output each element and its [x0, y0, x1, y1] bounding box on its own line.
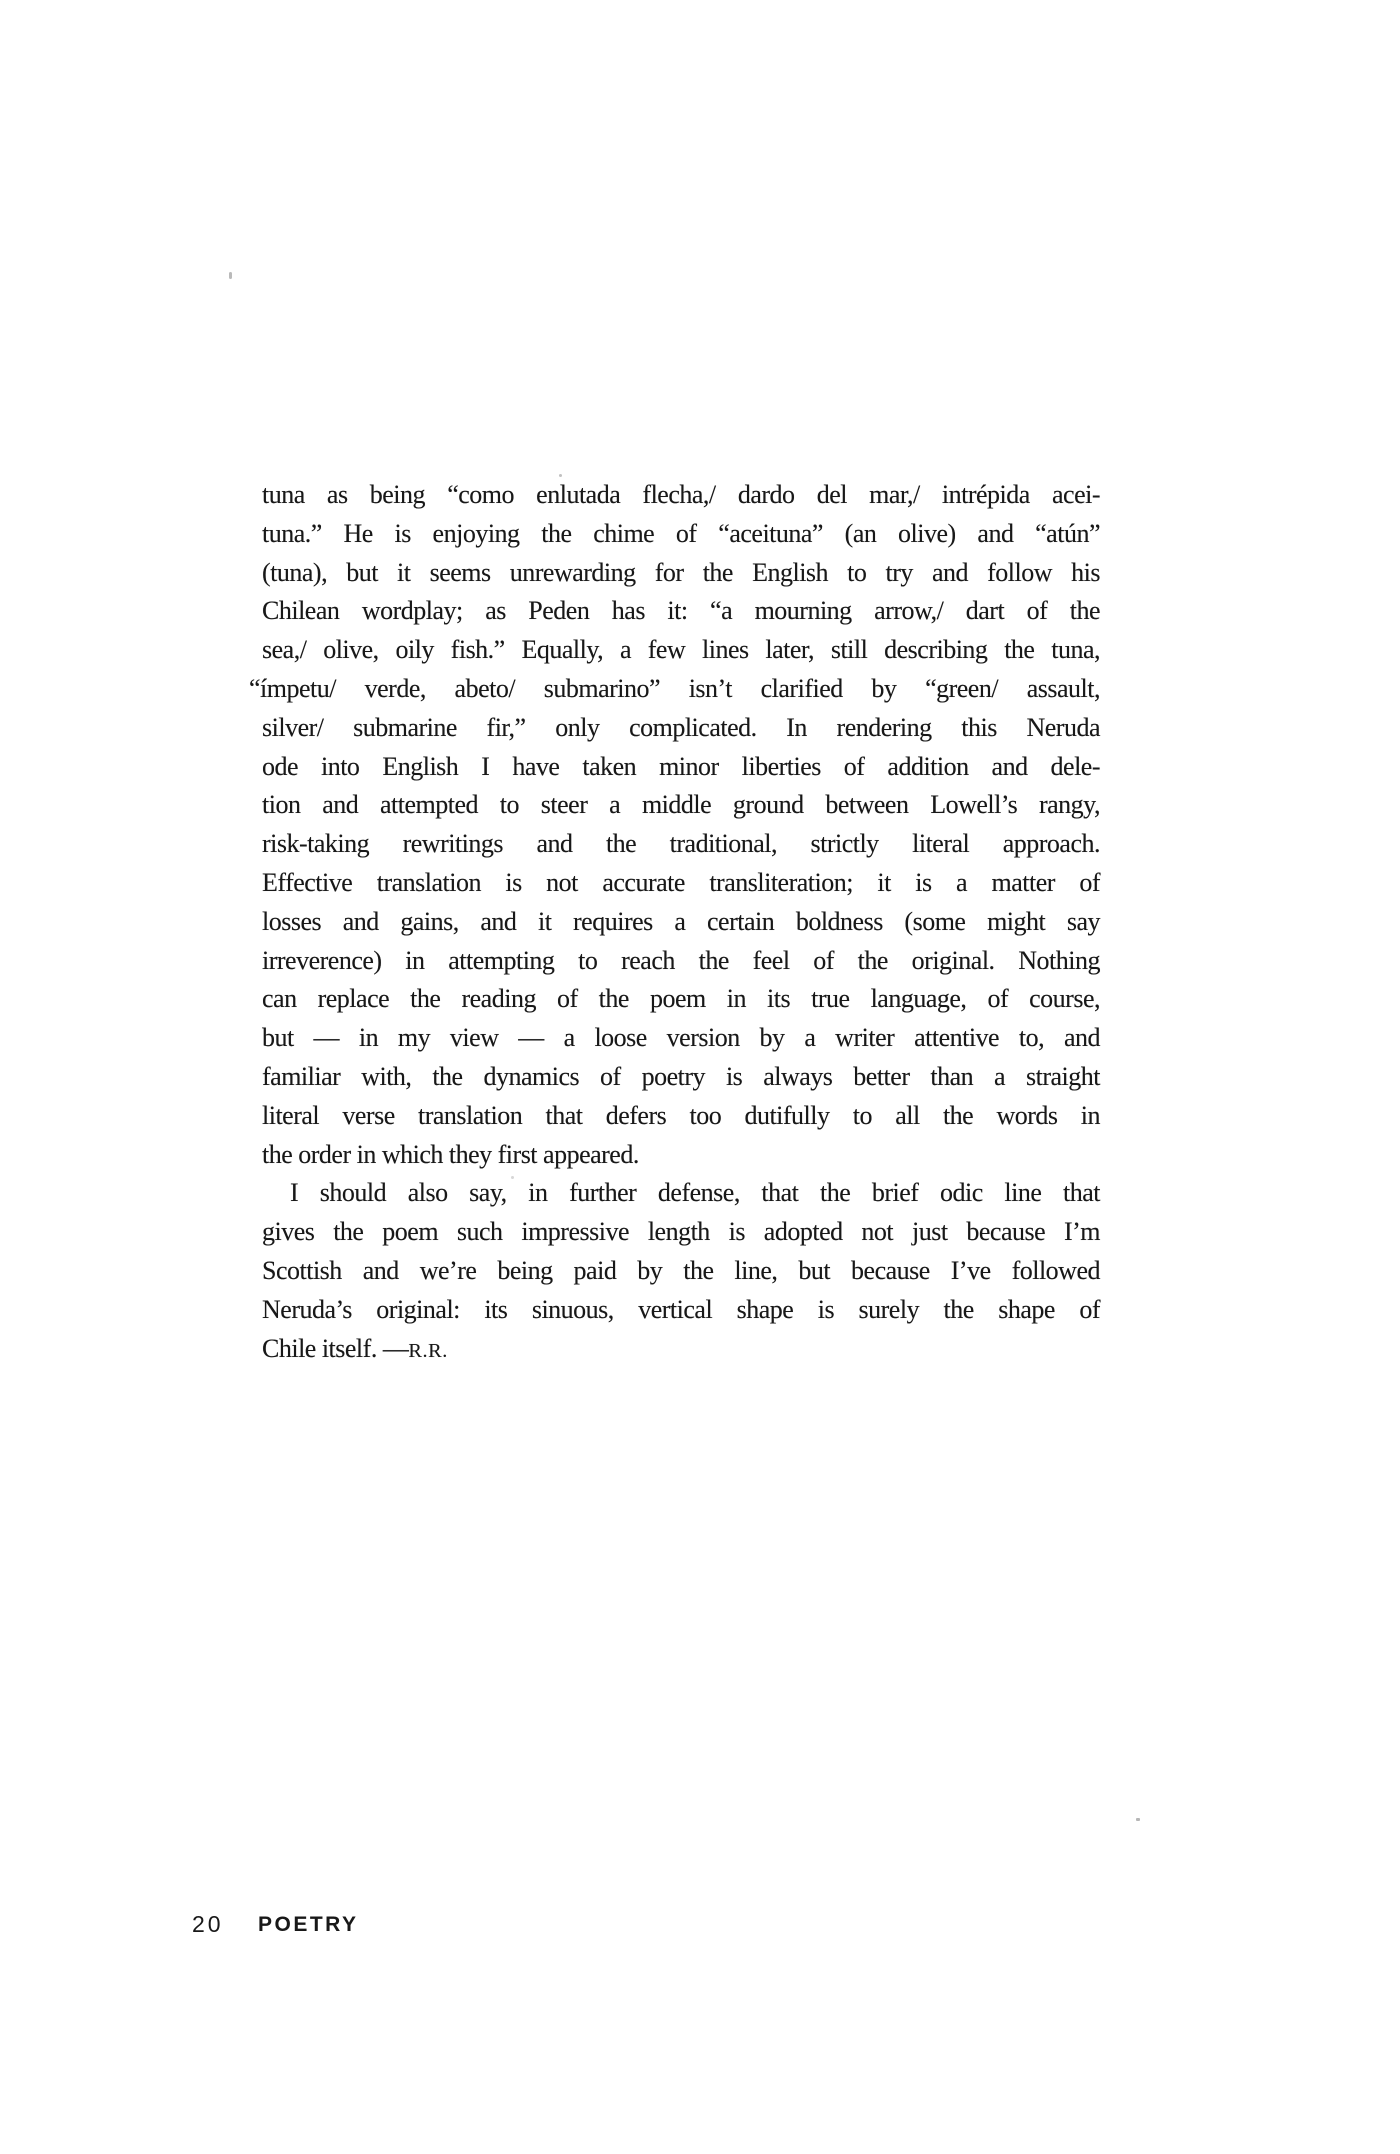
- text-line: Chilean wordplay; as Peden has it: “a mourning arrow,/ dart of the: [262, 596, 1100, 626]
- paragraph: [249, 476, 1100, 1174]
- text-line: tion and attempted to steer a middle ground between Lowell’s rangy,: [262, 790, 1100, 820]
- text-line: familiar with, the dynamics of poetry is always better than a straight: [262, 1061, 1100, 1091]
- text-line: irreverence) in attempting to reach the feel of the original. Nothing: [262, 945, 1100, 975]
- text-line: risk-taking rewritings and the traditional, strictly literal approach.: [262, 829, 1100, 859]
- initials-smallcaps: R.R.: [408, 1339, 448, 1362]
- page-footer: [0, 1905, 1400, 1945]
- article-text-block: [249, 476, 1100, 1368]
- paragraph: [262, 1174, 1100, 1368]
- text-line: but — in my view — a loose version by a writer attentive to, and: [262, 1023, 1100, 1053]
- text-line: Scottish and we’re being paid by the line, but because I’ve followed: [262, 1255, 1100, 1285]
- text-line: gives the poem such impressive length is adopted not just because I’m: [262, 1217, 1100, 1247]
- text-line: “ímpetu/ verde, abeto/ submarino” isn’t clarified by “green/ assault,: [249, 673, 1100, 703]
- text-line: (tuna), but it seems unrewarding for the English to try and follow his: [262, 557, 1100, 587]
- magazine-title: POETRY: [258, 1913, 359, 1936]
- scan-speck: [229, 272, 232, 279]
- text-line: the order in which they first appeared.: [262, 1139, 639, 1169]
- scan-speck: [1136, 1818, 1140, 1821]
- text-line: I should also say, in further defense, that the brief odic line that: [290, 1178, 1100, 1208]
- text-line: losses and gains, and it requires a certain boldness (some might say: [262, 906, 1100, 936]
- text-line: Neruda’s original: its sinuous, vertical shape is surely the shape of: [262, 1294, 1100, 1324]
- text-line: tuna.” He is enjoying the chime of “aceituna” (an olive) and “atún”: [262, 518, 1100, 548]
- text-line: tuna as being “como enlutada flecha,/ dardo del mar,/ intrépida acei-: [262, 480, 1100, 509]
- text-line: ode into English I have taken minor liberties of addition and dele-: [262, 751, 1100, 781]
- text-line: sea,/ olive, oily fish.” Equally, a few lines later, still describing the tuna,: [262, 635, 1100, 665]
- text-line: Effective translation is not accurate transliteration; it is a matter of: [262, 867, 1100, 897]
- page-number: 20: [192, 1911, 224, 1937]
- text-line: can replace the reading of the poem in its true language, of course,: [262, 984, 1100, 1014]
- text-segment: Chile itself. —: [262, 1333, 409, 1363]
- text-line: literal verse translation that defers too dutifully to all the words in: [262, 1100, 1100, 1130]
- text-line: [262, 1330, 1100, 1369]
- text-line: silver/ submarine fir,” only complicated. In rendering this Neruda: [262, 712, 1100, 742]
